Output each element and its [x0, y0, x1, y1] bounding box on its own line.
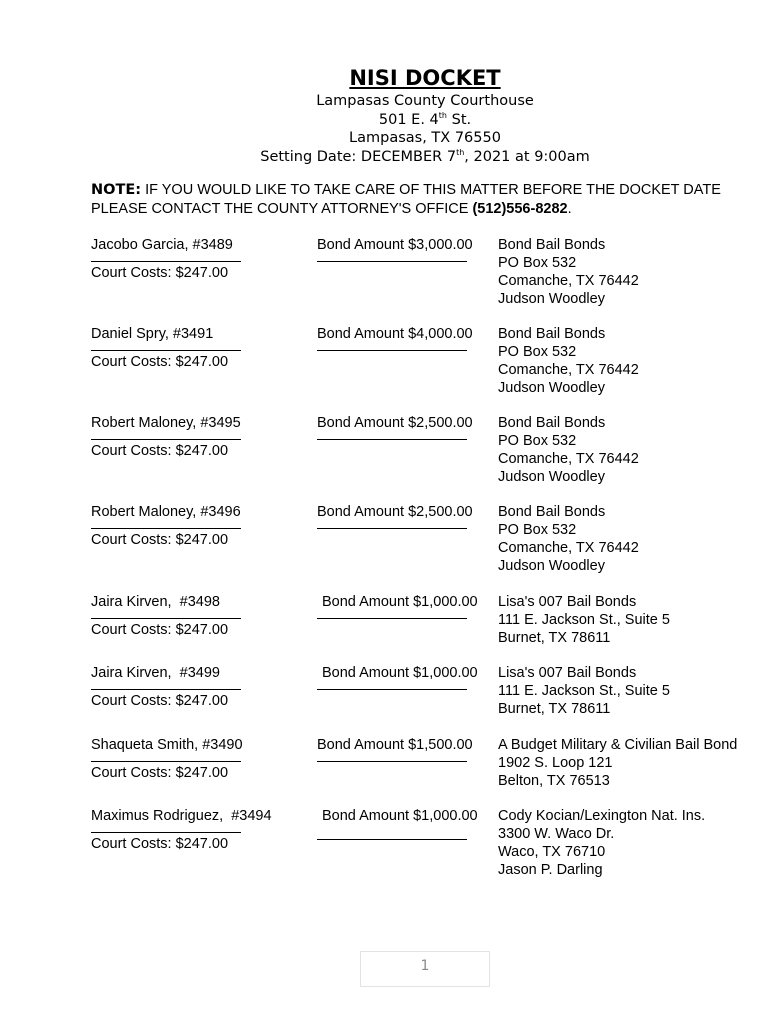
court-costs: Court Costs: $247.00 — [91, 693, 229, 709]
note-end: . — [567, 201, 572, 217]
court-costs: Court Costs: $247.00 — [91, 622, 229, 638]
defendant-name: Jaira Kirven, #3498 — [91, 594, 220, 610]
bondsman-street: PO Box 532 — [498, 433, 577, 449]
defendant-name: Maximus Rodriguez, #3494 — [91, 808, 272, 824]
court-costs: Court Costs: $247.00 — [91, 532, 229, 548]
bond-amount: Bond Amount $4,000.00 — [317, 326, 473, 342]
bondsman-address — [498, 736, 737, 790]
bond-amount: Bond Amount $2,500.00 — [317, 504, 473, 520]
street-text: 501 E. 4 — [378, 111, 439, 128]
bond-signature-line — [317, 618, 467, 619]
bondsman-name: Lisa's 007 Bail Bonds — [498, 594, 637, 610]
court-costs: Court Costs: $247.00 — [91, 765, 229, 781]
setting-text: Setting Date: DECEMBER 7 — [260, 148, 457, 165]
bond-amount: Bond Amount $1,000.00 — [322, 594, 478, 610]
bondsman-agent: Judson Woodley — [498, 291, 605, 307]
defendant-name: Shaqueta Smith, #3490 — [91, 737, 243, 753]
defendant-name: Daniel Spry, #3491 — [91, 326, 214, 342]
defendant-name: Jaira Kirven, #3499 — [91, 665, 220, 681]
bond-signature-line — [317, 439, 467, 440]
bondsman-address — [498, 593, 670, 647]
page-title: NISI DOCKET — [349, 66, 501, 90]
bondsman-name: Cody Kocian/Lexington Nat. Ins. — [498, 808, 706, 824]
bondsman-street: PO Box 532 — [498, 344, 577, 360]
bondsman-agent: Judson Woodley — [498, 380, 605, 396]
court-costs: Court Costs: $247.00 — [91, 265, 229, 281]
court-costs: Court Costs: $247.00 — [91, 836, 229, 852]
bondsman-address — [498, 325, 639, 397]
bondsman-city: Waco, TX 76710 — [498, 844, 606, 860]
bond-signature-line — [317, 761, 467, 762]
docket-header — [0, 64, 770, 166]
bondsman-agent: Jason P. Darling — [498, 862, 603, 878]
bondsman-city: Burnet, TX 78611 — [498, 630, 611, 646]
bondsman-address — [498, 414, 639, 486]
signature-line — [91, 689, 241, 690]
bond-amount: Bond Amount $3,000.00 — [317, 237, 473, 253]
bondsman-name: Bond Bail Bonds — [498, 326, 606, 342]
bondsman-street: PO Box 532 — [498, 522, 577, 538]
bond-signature-line — [317, 350, 467, 351]
court-costs: Court Costs: $247.00 — [91, 354, 229, 370]
signature-line — [91, 761, 241, 762]
bondsman-city: Burnet, TX 78611 — [498, 701, 611, 717]
bondsman-street: 1902 S. Loop 121 — [498, 755, 613, 771]
page-number: 1 — [360, 951, 490, 987]
signature-line — [91, 350, 241, 351]
setting-time: , 2021 at 9:00am — [464, 148, 590, 165]
bondsman-city: Comanche, TX 76442 — [498, 540, 639, 556]
bondsman-street: 111 E. Jackson St., Suite 5 — [498, 612, 670, 628]
county-attorney-phone: (512)556-8282 — [472, 201, 568, 217]
courthouse-street — [0, 111, 770, 130]
bondsman-agent: Judson Woodley — [498, 558, 605, 574]
bond-signature-line — [317, 261, 467, 262]
defendant-name: Robert Maloney, #3496 — [91, 504, 241, 520]
bondsman-address — [498, 236, 639, 308]
bondsman-city: Comanche, TX 76442 — [498, 273, 639, 289]
signature-line — [91, 261, 241, 262]
signature-line — [91, 528, 241, 529]
setting-sup: th — [456, 147, 465, 157]
street-suffix: St. — [447, 111, 472, 128]
note-text: IF YOU WOULD LIKE TO TAKE CARE OF THIS MATTER BEFORE THE DOCKET DATE PLEASE CONTACT THE COUNTY ATTORNEY'S OFFICE — [91, 182, 721, 217]
bond-amount: Bond Amount $1,000.00 — [322, 665, 478, 681]
bond-signature-line — [317, 528, 467, 529]
bond-amount: Bond Amount $1,500.00 — [317, 737, 473, 753]
bondsman-city: Comanche, TX 76442 — [498, 451, 639, 467]
bondsman-name: Lisa's 007 Bail Bonds — [498, 665, 637, 681]
bondsman-name: Bond Bail Bonds — [498, 415, 606, 431]
court-costs: Court Costs: $247.00 — [91, 443, 229, 459]
street-sup: th — [438, 110, 447, 120]
note-paragraph — [91, 181, 766, 219]
bond-signature-line — [317, 689, 467, 690]
defendant-name: Jacobo Garcia, #3489 — [91, 237, 233, 253]
bondsman-name: Bond Bail Bonds — [498, 237, 606, 253]
note-label: NOTE: — [91, 182, 142, 198]
bondsman-street: 3300 W. Waco Dr. — [498, 826, 615, 842]
bondsman-address — [498, 807, 705, 879]
courthouse-city: Lampasas, TX 76550 — [349, 130, 501, 146]
setting-date — [0, 148, 770, 167]
bondsman-city: Belton, TX 76513 — [498, 773, 610, 789]
courthouse-name: Lampasas County Courthouse — [316, 93, 534, 109]
signature-line — [91, 832, 241, 833]
bondsman-street: PO Box 532 — [498, 255, 577, 271]
bondsman-address — [498, 503, 639, 575]
bond-amount: Bond Amount $1,000.00 — [322, 808, 478, 824]
bondsman-address — [498, 664, 670, 718]
signature-line — [91, 439, 241, 440]
bond-amount: Bond Amount $2,500.00 — [317, 415, 473, 431]
signature-line — [91, 618, 241, 619]
bondsman-agent: Judson Woodley — [498, 469, 605, 485]
defendant-name: Robert Maloney, #3495 — [91, 415, 241, 431]
bondsman-name: A Budget Military & Civilian Bail Bond — [498, 737, 738, 753]
bond-signature-line — [317, 839, 467, 840]
bondsman-city: Comanche, TX 76442 — [498, 362, 639, 378]
bondsman-street: 111 E. Jackson St., Suite 5 — [498, 683, 670, 699]
bondsman-name: Bond Bail Bonds — [498, 504, 606, 520]
